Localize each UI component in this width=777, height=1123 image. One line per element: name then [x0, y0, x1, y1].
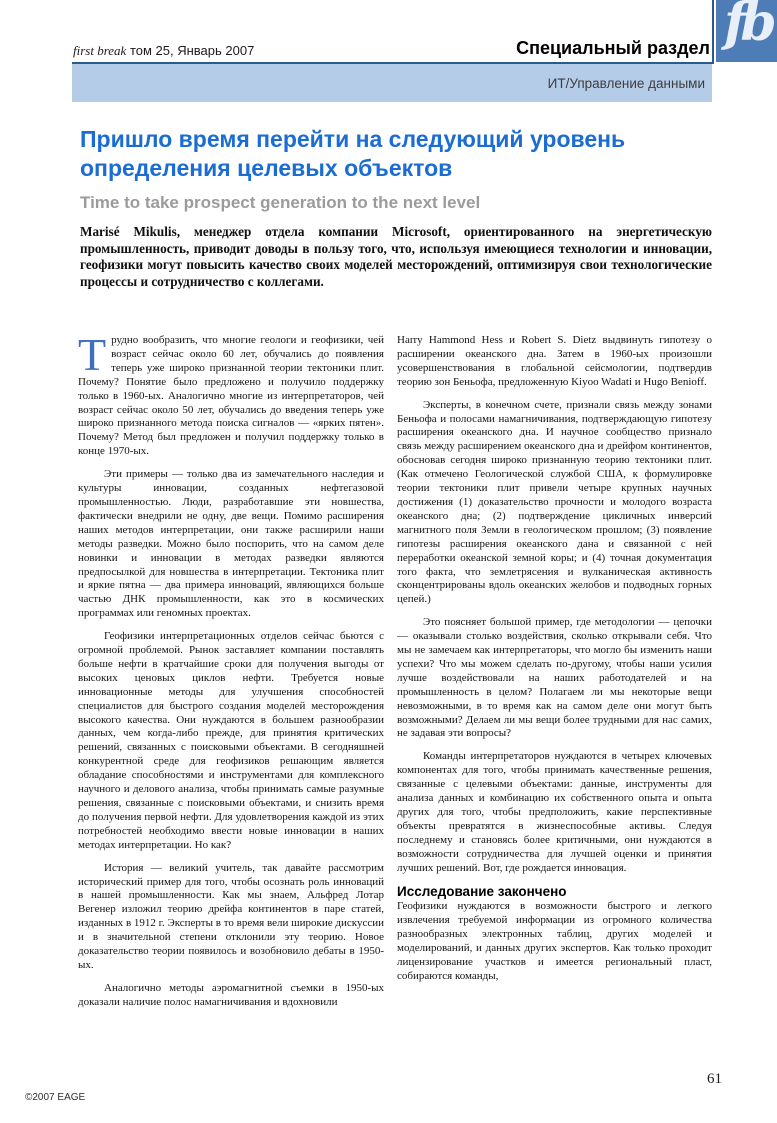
body-paragraph: Эксперты, в конечном счете, признали связь между зонами Беньофа и полосами намагничивания, подтверждающую гипотезу расширения океанского дна. И научное сообщество признало связь между расширением океанского дна и дрейфом континентов, обосновав сегодня широко признанную теорию тектоники плит. (Как отмечено Геологической службой США, к формулировке теории тектоники плит привели четыре крупных научных достижения (1) доказательство прочности и молодого возраста океанского дна; (2) подтверждение цикличных инверсий магнитного поля Земли в геологическом прошлом; (3) появление гипотезы расширения океанского дана и связанной с ней переработки океанской земной коры; и (4) точная документация того факта, что землетрясения и вулканическая активность сконцентрированы вдоль океанских желобов и подводных горных цепей.) — [397, 398, 712, 606]
first-break-logo — [716, 0, 777, 62]
body-paragraph: Команды интерпретаторов нуждаются в четырех ключевых компонентах для того, чтобы принимать качественные решения, связанные с целевыми объектами: данные, инструменты для анализа данных и комбинацию их собственного опыта и опыта других для того, чтобы предположить, какие перспективные объекты превратятся в жизнеспособные активы. Следуя последнему и становясь более критичными, они нуждаются в возможности сотрудничества для лучшей оценки и принятия лучших решений. Вот, где рождается инновация. — [397, 750, 712, 874]
body-paragraph: Аналогично методы аэромагнитной съемки в 1950-ых доказали наличие полос намагничивания и вдохновили — [78, 981, 384, 1008]
header-band — [72, 64, 712, 102]
journal-name: first break — [73, 43, 127, 58]
fb-logo-glyph: fb — [724, 0, 771, 53]
section-title: Специальный раздел — [516, 38, 710, 58]
article-subtitle-english: Time to take prospect generation to the next level — [80, 193, 481, 212]
band-label: ИТ/Управление данными — [547, 75, 705, 91]
journal-volume-line — [73, 43, 254, 59]
dropcap-letter: Т — [78, 334, 107, 380]
article-body-columns — [78, 334, 712, 1076]
section-heading: Исследование закончено — [397, 883, 567, 899]
body-paragraph: Это поясняет большой пример, где методологии — цепочки — оказывали столько воздействия, сколько открывали себя. Что мы не замечаем как интерпретаторы, что могло бы изменить наши успехи? Что мы можем сделать по-другому, чтобы наши усилия лучше воздействовали на наших работодателей и на промышленность в целом? Полагаем ли мы некоторые вещи невозможными, в то время как на самом деле они могут быть возможными? Делаем ли мы вещи более трудными для нас самих, не задавая эти вопросы? — [397, 616, 712, 740]
body-paragraph — [78, 334, 384, 459]
copyright-notice: ©2007 EAGE — [25, 1092, 86, 1103]
article-title: Пришло время перейти на следующий уровень определения целевых объектов — [80, 126, 626, 181]
body-paragraph: Эти примеры — только два из замечательного наследия и культуры инновации, созданных нефтегазовой промышленностью. Люди, разработавшие эти новшества, фактически внедрили не одну, две вещи. Помимо расширения наших методов интерпретации, они также расширили наши методы разведки. Можно было поспорить, что на самом деле новинки и инновации в методах разведки являются предпосылкой для новшества в интерпретации. Тектоника плит и яркие пятна — два примера инноваций, являющихся больше частью ДНК промышленности, как это в космических программах или геномных проектах. — [78, 468, 384, 620]
right-column — [397, 334, 712, 1076]
article-lead-paragraph: Marisé Mikulis, менеджер отдела компании Microsoft, ориентированного на энергетическую промышленность, приводит доводы в пользу того, что, используя имеющиеся технологии и инновации, геофизики могут повысить качество своих моделей месторождений, оптимизируя свои технологические процессы и сотрудничество с коллегами. — [80, 224, 712, 289]
page-number: 61 — [707, 1071, 722, 1087]
logo-divider-rule — [712, 0, 714, 64]
body-paragraph: Harry Hammond Hess и Robert S. Dietz выдвинуть гипотезу о расширении океанского дна. Затем в 1960-ых произошли усовершенствования в глобальной сейсмологии, подтвердив теорию зон Беньофа, предложенную Kiyoo Wadati и Hugo Benioff. — [397, 334, 712, 388]
body-paragraph: Геофизики нуждаются в возможности быстрого и легкого извлечения требуемой информации из огромного количества разнообразных электронных таблиц, других моделей и моделирований, и данных других экспертов. Как только проходит лицензирование участков и имеется региональный пласт, собираются команды, — [397, 900, 712, 982]
body-paragraph: История — великий учитель, так давайте рассмотрим исторический пример для того, чтобы осознать роль инноваций в нашей промышленности. Как мы знаем, Альфред Лотар Вегенер изложил теорию дрейфа континентов в паре статей, изданных в 1912 г. Эксперты в то время вели широкие дискуссии и в значительной степени отклонили эту теорию. Новое доказательство теории появилось и возобновило дебаты в 1950-ых. — [78, 861, 384, 971]
left-column — [78, 334, 384, 1076]
paragraph-text: рудно вообразить, что многие геологи и геофизики, чей возраст сейчас около 60 лет, обучались до появления теперь уже широко признанной теории тектоники плит. Почему? Понятие было предложено и получило поддержку только в 1960-ых. Аналогично многие из интерпретаторов, чей возраст сейчас около 50 лет, обучались до введения теперь уже широко признанного метода поиска сигналов — «ярких пятен». Почему? Метод был предложен и получил поддержку только в конце 1970-ых. — [78, 334, 384, 458]
body-paragraph: Геофизики интерпретационных отделов сейчас бьются с огромной проблемой. Рынок заставляет компании поставлять больше нефти в кратчайшие сроки для получения выгоды от высоких ценовых циклов нефти. Требуется новые инновационные методы для улучшения способностей специалистов для быстрого создания моделей месторождения высокого качества. Они нуждаются в большем разнообразии данных, чем когда-либо прежде, для принятия критических решений, связанных с поисковыми объектами. В сегодняшней конкурентной среде для геофизиков решающим является обладание способностями и инструментами для комплексного научного и делового анализа, чтобы принимать самые разумные решения, связанные с поисковыми объектами, и снизить время до получения первой нефти. Для удовлетворения каждой из этих потребностей необходимо ввести новые инновации в наших методах интерпретации. Но как? — [78, 630, 384, 851]
journal-issue: том 25, Январь 2007 — [129, 43, 255, 58]
